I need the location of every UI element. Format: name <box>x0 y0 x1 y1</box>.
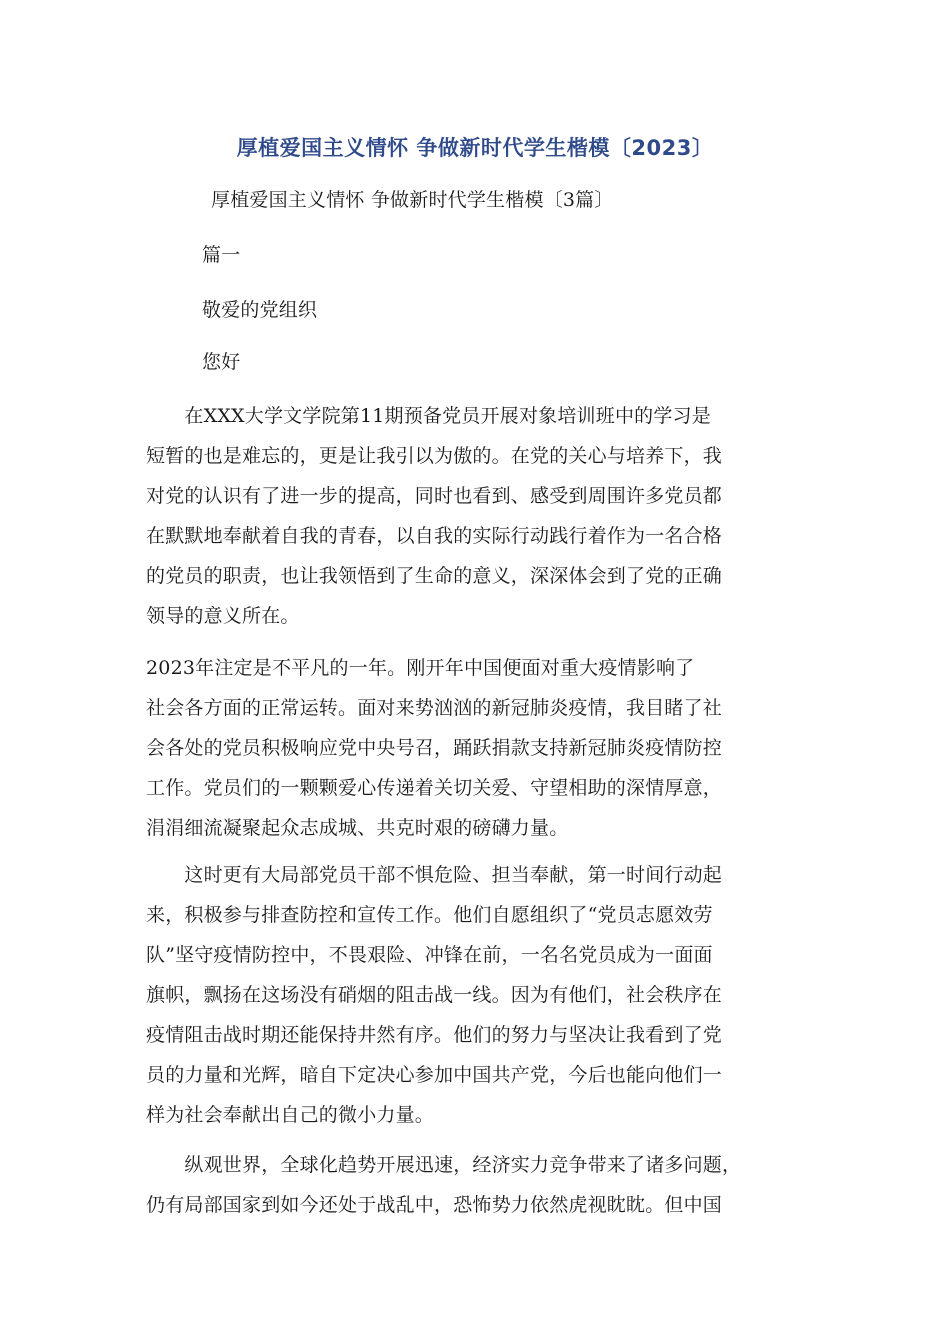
paragraph-3 <box>146 855 806 1135</box>
paragraph-line: 旗帜，飘扬在这场没有硝烟的阻击战一线。因为有他们，社会秩序在 <box>146 984 723 1006</box>
document-title: 厚植爱国主义情怀 争做新时代学生楷模〔2023〕 <box>236 136 714 160</box>
paragraph-line: 疫情阻击战时期还能保持井然有序。他们的努力与坚决让我看到了党 <box>146 1024 723 1046</box>
paragraph-1 <box>146 396 806 636</box>
paragraph-line: 涓涓细流凝聚起众志成城、共克时艰的磅礴力量。 <box>146 817 569 839</box>
paragraph-4 <box>146 1145 806 1225</box>
paragraph-line: 在默默地奉献着自我的青春，以自我的实际行动践行着作为一名合格 <box>146 525 723 547</box>
paragraph-line: 来，积极参与排查防控和宣传工作。他们自愿组织了“党员志愿效劳 <box>146 904 713 926</box>
paragraph-line: 在XXX大学文学院第11期预备党员开展对象培训班中的学习是 <box>146 405 711 427</box>
paragraph-line: 纵观世界，全球化趋势开展迅速，经济实力竞争带来了诸多问题， <box>146 1154 742 1176</box>
paragraph-line: 队”坚守疫情防控中，不畏艰险、冲锋在前，一名名党员成为一面面 <box>146 944 713 966</box>
paragraph-line: 工作。党员们的一颗颗爱心传递着关切关爱、守望相助的深情厚意， <box>146 777 723 799</box>
paragraph-line: 2023年注定是不平凡的一年。刚开年中国便面对重大疫情影响了 <box>146 657 695 679</box>
paragraph-line: 领导的意义所在。 <box>146 605 300 627</box>
paragraph-line: 的党员的职责，也让我领悟到了生命的意义，深深体会到了党的正确 <box>146 565 723 587</box>
paragraph-line: 样为社会奉献出自己的微小力量。 <box>146 1104 435 1126</box>
paragraph-2 <box>146 648 806 848</box>
paragraph-line: 短暂的也是难忘的，更是让我引以为傲的。在党的关心与培养下，我 <box>146 445 723 467</box>
paragraph-line: 这时更有大局部党员干部不惧危险、担当奉献，第一时间行动起 <box>146 864 723 886</box>
paragraph-line: 员的力量和光辉，暗自下定决心参加中国共产党，今后也能向他们一 <box>146 1064 723 1086</box>
paragraph-line: 会各处的党员积极响应党中央号召，踊跃捐款支持新冠肺炎疫情防控 <box>146 737 723 759</box>
greeting: 您好 <box>202 351 241 373</box>
paragraph-line: 社会各方面的正常运转。面对来势汹汹的新冠肺炎疫情，我目睹了社 <box>146 697 723 719</box>
document-subtitle: 厚植爱国主义情怀 争做新时代学生楷模〔3篇〕 <box>211 189 614 211</box>
paragraph-line: 仍有局部国家到如今还处于战乱中，恐怖势力依然虎视眈眈。但中国 <box>146 1194 723 1216</box>
section-heading: 篇一 <box>202 244 241 266</box>
paragraph-line: 对党的认识有了进一步的提高，同时也看到、感受到周围许多党员都 <box>146 485 723 507</box>
salutation: 敬爱的党组织 <box>202 299 318 321</box>
